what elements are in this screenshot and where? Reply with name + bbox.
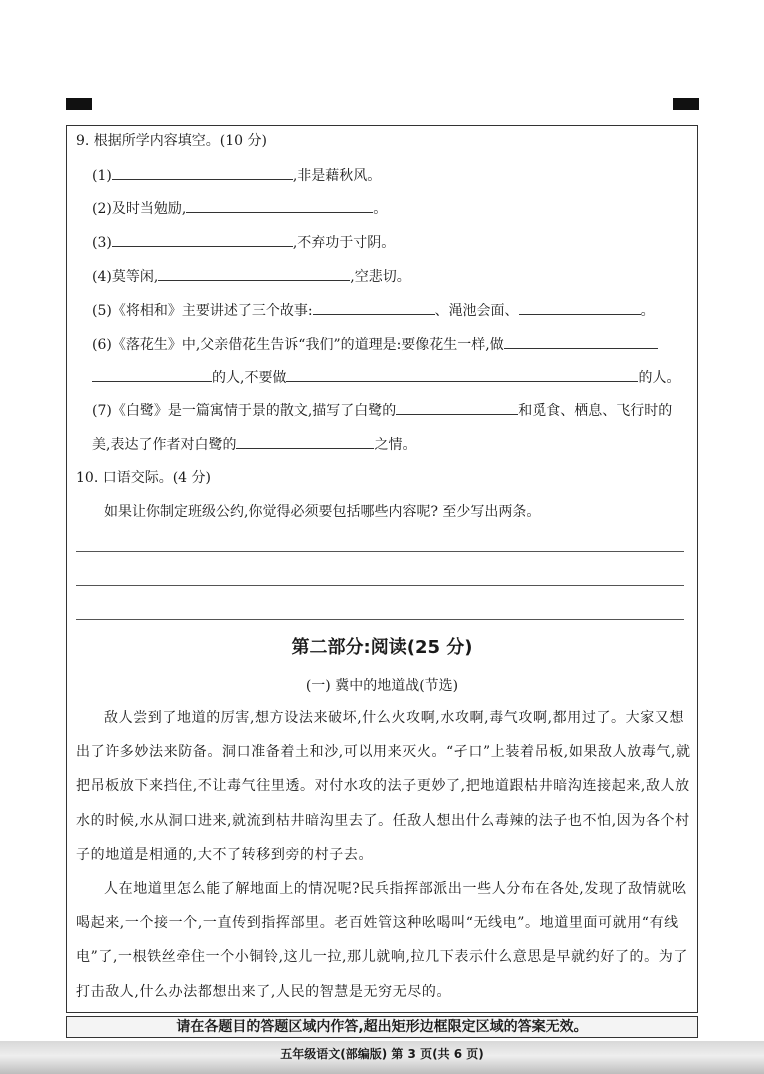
q9-2-suffix: 。 — [373, 201, 388, 217]
q9-7-middle: 和觅食、栖息、飞行时的 — [518, 403, 673, 419]
q9-item-6-cont — [92, 367, 680, 388]
q9-2-prefix: (2)及时当勉励, — [92, 201, 187, 217]
q9-5-prefix: (5)《将相和》主要讲述了三个故事: — [92, 303, 313, 319]
registration-mark-left — [66, 98, 92, 110]
passage-paragraph-1: 敌人尝到了地道的厉害,想方设法来破坏,什么火攻啊,水攻啊,毒气攻啊,都用过了。大家又想出了许多妙法来防备。洞口准备着土和沙,可以用来灭火。“孑口”上装着吊板,如果敌人放毒气,就把吊板放下来挡住,不让毒气往里透。对付水攻的法子更妙了,把地道跟枯井暗沟连接起来,敌人放水的时候,水从洞口进来,就流到枯井暗沟里去了。任敌人想出什么毒辣的法子也不怕,因为各个村子的地道是相通的,大不了转移到旁的村子去。 — [76, 710, 691, 863]
q9-item-1 — [92, 165, 381, 186]
question-9-title: 9. 根据所学内容填空。(10 分) — [76, 133, 267, 149]
q9-item-4 — [92, 266, 411, 287]
q9-item-2 — [92, 198, 387, 219]
answer-line[interactable] — [76, 585, 684, 586]
q9-3-prefix: (3) — [92, 235, 112, 251]
answer-blank[interactable] — [112, 165, 293, 180]
question-10-prompt: 如果让你制定班级公约,你觉得必须要包括哪些内容呢? 至少写出两条。 — [104, 504, 541, 520]
q9-5-suffix: 。 — [640, 303, 655, 319]
answer-blank[interactable] — [186, 198, 373, 213]
registration-mark-right — [673, 98, 699, 110]
answer-blank[interactable] — [236, 434, 374, 449]
answer-blank[interactable] — [158, 266, 350, 281]
q9-5-middle: 、渑池会面、 — [434, 303, 519, 319]
q9-item-7 — [92, 400, 672, 421]
q9-item-5 — [92, 300, 655, 321]
answer-blank[interactable] — [286, 367, 638, 382]
question-10-title: 10. 口语交际。(4 分) — [76, 470, 211, 486]
q9-1-prefix: (1) — [92, 168, 112, 184]
q9-item-6 — [92, 334, 658, 355]
answer-blank[interactable] — [504, 334, 658, 349]
answer-line[interactable] — [76, 551, 684, 552]
answer-area-notice: 请在各题目的答题区域内作答,超出矩形边框限定区域的答案无效。 — [66, 1016, 698, 1038]
passage-title: (一) 冀中的地道战(节选) — [305, 678, 459, 694]
q9-7-text2: 美,表达了作者对白鹭的 — [92, 437, 237, 453]
q9-6-text: (6)《落花生》中,父亲借花生告诉“我们”的道理是:要像花生一样,做 — [92, 337, 504, 353]
answer-line[interactable] — [76, 619, 684, 620]
passage-body — [76, 701, 692, 1009]
answer-blank[interactable] — [313, 300, 435, 315]
part-two-heading: 第二部分:阅读(25 分) — [291, 637, 473, 658]
q9-4-suffix: ,空悲切。 — [350, 269, 411, 285]
answer-blank[interactable] — [92, 367, 212, 382]
q9-item-7-cont — [92, 434, 416, 455]
answer-blank[interactable] — [396, 400, 518, 415]
q9-7-suffix: 之情。 — [374, 437, 417, 453]
q9-6-middle: 的人,不要做 — [212, 370, 287, 386]
q9-3-suffix: ,不弃功于寸阴。 — [292, 235, 396, 251]
q9-7-text: (7)《白鹭》是一篇寓情于景的散文,描写了白鹭的 — [92, 403, 397, 419]
q9-item-3 — [92, 232, 395, 253]
q9-6-suffix: 的人。 — [638, 370, 681, 386]
passage-paragraph-2: 人在地道里怎么能了解地面上的情况呢?民兵指挥部派出一些人分布在各处,发现了敌情就吆喝起来,一个接一个,一直传到指挥部里。老百姓管这种吆喝叫“无线电”。地道里面可就用“有线电”了,一根铁丝牵住一个小铜铃,这儿一拉,那儿就响,拉几下表示什么意思是早就约好了的。为了打击敌人,什么办法都想出来了,人民的智慧是无穷无尽的。 — [76, 881, 688, 1000]
q9-4-prefix: (4)莫等闲, — [92, 269, 159, 285]
answer-blank[interactable] — [519, 300, 641, 315]
answer-blank[interactable] — [112, 232, 293, 247]
page-footer: 五年级语文(部编版) 第 3 页(共 6 页) — [280, 1047, 484, 1061]
q9-1-suffix: ,非是藉秋风。 — [292, 168, 382, 184]
